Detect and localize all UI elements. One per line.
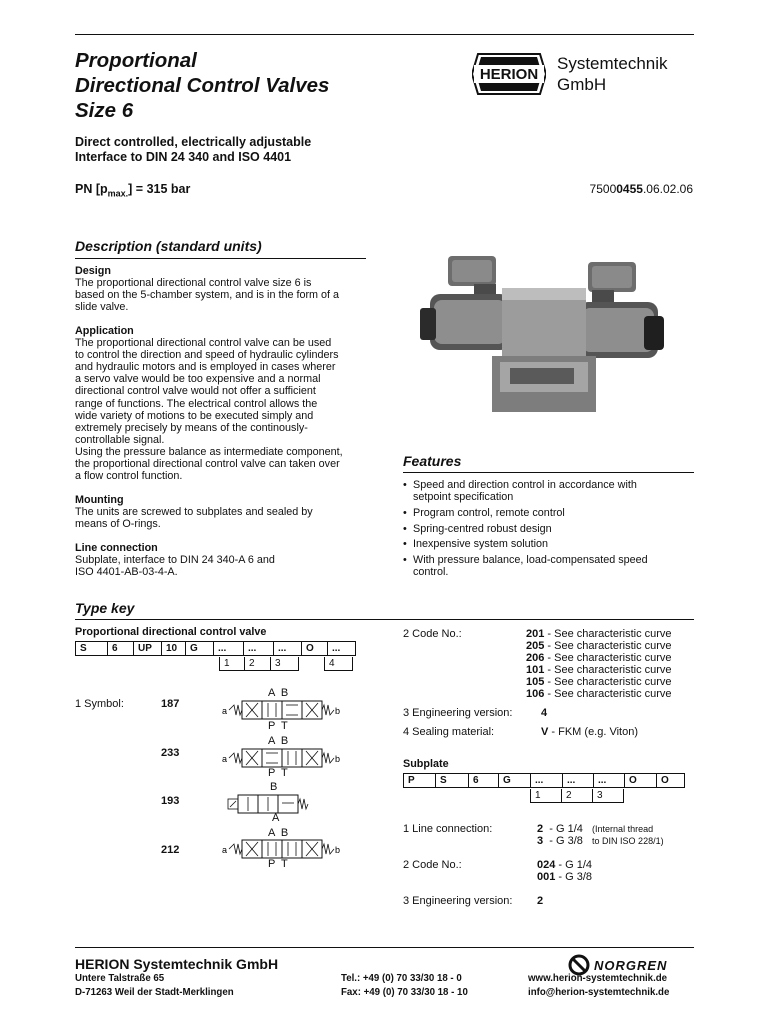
description-heading: Description (standard units): [75, 238, 262, 254]
valve-symbol-193: [226, 793, 310, 815]
footer-contact: [528, 972, 669, 1000]
footer-address: Untere Talstraße 65 D-71263 Weil der Stadt-Merklingen: [75, 973, 234, 998]
footer-rule: [75, 947, 694, 948]
herion-logo-text: HERION: [479, 66, 539, 83]
mounting-section: Mounting The units are screwed to subplates and sealed by means of O-rings.: [75, 494, 313, 531]
svg-text:a: a: [222, 754, 228, 764]
svg-text:b: b: [335, 845, 341, 855]
line-connection-section: Line connection Subplate, interface to DIN 24 340-A 6 and ISO 4401-AB-03-4-A.: [75, 542, 275, 579]
top-rule: [75, 34, 694, 35]
subplate-line-options: 2 - G 1/4 (Internal thread 3 - G 3/8 to DIN ISO 228/1): [537, 823, 664, 847]
sealing-label: 4 Sealing material:: [403, 726, 495, 738]
code-row: 105 - See characteristic curve: [526, 676, 672, 688]
document-number: 75000455.06.02.06: [589, 182, 693, 196]
feature-item: • Speed and direction control in accordance with setpoint specification: [403, 479, 637, 504]
symbol-port-bottom: P T: [268, 720, 288, 732]
valve-key-heading: Proportional directional control valve: [75, 626, 267, 638]
description-rule: [75, 258, 366, 259]
type-key-rule: [75, 619, 694, 620]
page-title: Proportional Directional Control Valves Size 6: [75, 49, 330, 122]
footer-company: HERION Systemtechnik GmbH: [75, 956, 279, 972]
subplate-code-list: 024 - G 1/4 001 - G 3/8: [537, 859, 593, 883]
features-heading: Features: [403, 453, 462, 469]
symbol-code: 193: [161, 795, 180, 807]
valve-photo: [418, 248, 666, 418]
code-row: 206 - See characteristic curve: [526, 652, 672, 664]
features-list: [403, 479, 703, 582]
code-row: 205 - See characteristic curve: [526, 640, 672, 652]
symbol-code: 233: [161, 747, 180, 759]
valve-symbol-212: [222, 838, 342, 860]
pressure-rating: PN $[p_{max.}] = 315$ bar: [75, 182, 191, 199]
application-section: Application The proportional directional control valve can be used to control the direction and speed of hydraulic cylinders and hydraulic motors and is employed in cases wherer a servo valve would be too expensive and a normal directional control valve would not offer a sufficient range of functions. The electrical control allows the wide variety of motions to be executed simply and extremely precisely by means of the continously- controllable signal. Using the pressure balance as intermediate component, the proportional directional control valve can taken over a flow control function.: [75, 325, 343, 483]
code-list: [526, 628, 672, 700]
symbol-code: 212: [161, 844, 180, 856]
symbol-port-bottom: P T: [268, 767, 288, 779]
subplate-line-label: 1 Line connection:: [403, 823, 493, 835]
sealing-value: V - FKM (e.g. Viton): [541, 726, 639, 738]
feature-item: • Spring-centred robust design: [403, 522, 552, 535]
symbol-label: 1 Symbol:: [75, 698, 124, 710]
svg-text:a: a: [222, 845, 228, 855]
symbol-port-top: A B: [268, 827, 289, 839]
code-row: 201 - See characteristic curve: [526, 628, 672, 640]
svg-text:b: b: [335, 706, 341, 716]
code-row: 101 - See characteristic curve: [526, 664, 672, 676]
valve-symbol-233: [222, 747, 342, 769]
valve-symbol-187: [222, 699, 342, 721]
feature-item: • Inexpensive system solution: [403, 538, 549, 551]
subplate-engineering-value: 2: [537, 895, 544, 907]
norgren-logo-text: NORGREN: [594, 957, 668, 973]
email-link[interactable]: info@herion-systemtechnik.de: [528, 987, 670, 998]
feature-item: • Program control, remote control: [403, 506, 565, 519]
symbol-port-top: A B: [268, 687, 289, 699]
subplate-code-label: 2 Code No.:: [403, 859, 462, 871]
herion-logo: [472, 52, 546, 96]
subplate-position-numbers: 1 2 3: [530, 789, 624, 803]
type-key-heading: Type key: [75, 600, 135, 616]
engineering-value: 4: [541, 707, 548, 719]
svg-text:a: a: [222, 706, 228, 716]
subplate-engineering-label: 3 Engineering version:: [403, 895, 513, 907]
code-label: 2 Code No.:: [403, 628, 462, 640]
subtitle: Direct controlled, electrically adjustable Interface to DIN 24 340 and ISO 4401: [75, 135, 312, 164]
svg-text:b: b: [335, 754, 341, 764]
symbol-port-bottom: A: [272, 812, 280, 824]
features-rule: [403, 472, 694, 473]
code-row: 106 - See characteristic curve: [526, 688, 672, 700]
symbol-code: 187: [161, 698, 180, 710]
symbol-port-top: B: [270, 781, 278, 793]
subplate-type-code: P S 6 G ... ... ... O O: [403, 773, 685, 788]
website-link[interactable]: www.herion-systemtechnik.de: [528, 973, 668, 984]
valve-position-numbers: 1 2 3 4: [219, 657, 353, 671]
symbol-port-top: A B: [268, 735, 289, 747]
subplate-heading: Subplate: [403, 758, 449, 770]
engineering-label: 3 Engineering version:: [403, 707, 513, 719]
feature-item: • With pressure balance, load-compensated speed control.: [403, 554, 648, 579]
company-header: Systemtechnik GmbH: [557, 54, 668, 94]
design-section: Design The proportional directional control valve size 6 is based on the 5-chamber system, and is in the form of a slide valve.: [75, 265, 340, 314]
symbol-port-bottom: P T: [268, 858, 288, 870]
valve-type-code: S 6 UP 10 G ... ... ... O ...: [75, 641, 356, 656]
footer-phone: Tel.: +49 (0) 70 33/30 18 - 0 Fax: +49 (0) 70 33/30 18 - 10: [341, 973, 468, 998]
